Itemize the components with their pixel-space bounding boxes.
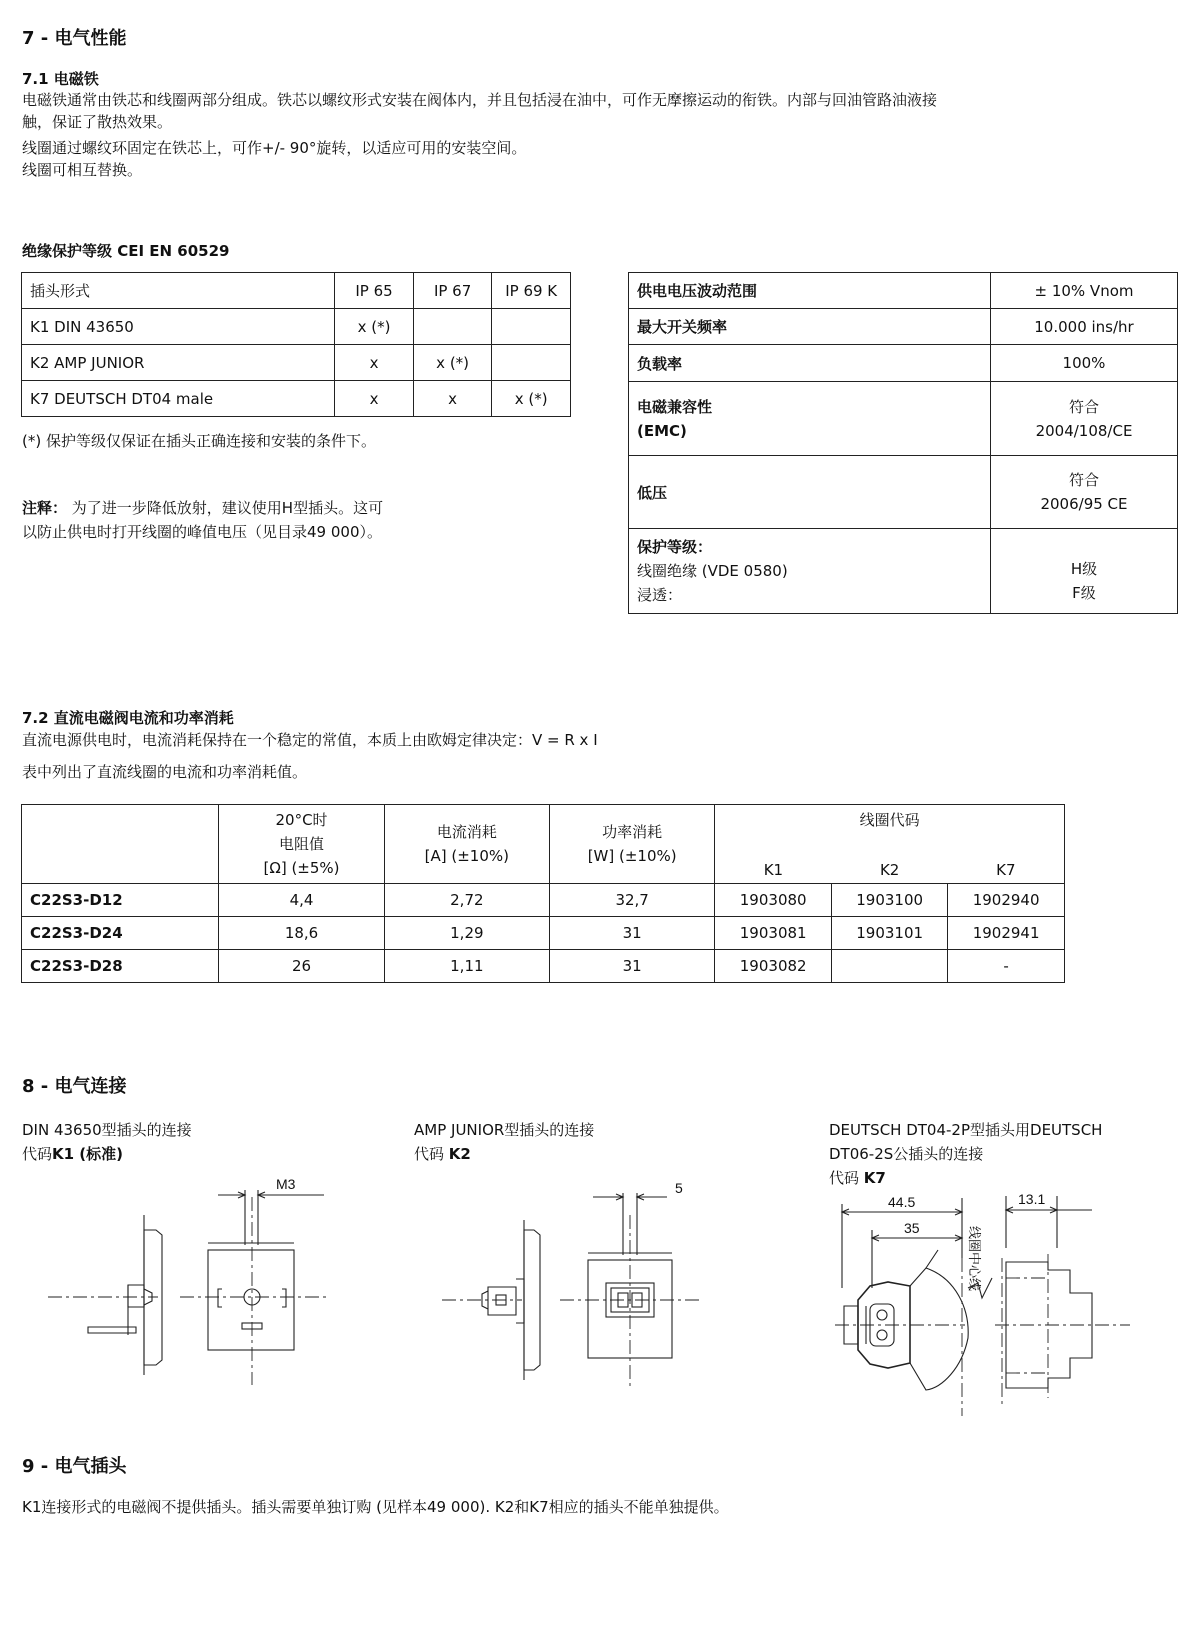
coil-header-resistance xyxy=(219,805,384,884)
k1-caption-line1: DIN 43650型插头的连接 xyxy=(22,1121,192,1139)
spec-label: 浸透： xyxy=(637,586,683,604)
paragraph-7-1-interchange: 线圈可相互替换。 xyxy=(22,161,143,179)
ip-header-plug: 插头形式 xyxy=(22,273,335,309)
spec-table xyxy=(628,272,1178,614)
k1-caption xyxy=(22,1118,192,1166)
table-cell: x (*) xyxy=(492,381,571,417)
spec-label: 负载率 xyxy=(629,345,991,382)
k7-connector-drawing xyxy=(830,1178,1160,1423)
k7-dim-13-1: 13.1 xyxy=(1018,1191,1046,1207)
table-cell xyxy=(832,950,948,983)
table-cell: 1903081 xyxy=(715,917,832,950)
k2-caption-code: K2 xyxy=(448,1145,471,1163)
k2-dim-5: 5 xyxy=(675,1180,683,1196)
table-cell: 1903101 xyxy=(832,917,948,950)
paragraph-7-2-ohm: 直流电源供电时，电流消耗保持在一个稳定的常值，本质上由欧姆定律决定：V = R x I xyxy=(22,731,598,749)
coil-header-empty xyxy=(22,805,219,884)
table-row xyxy=(22,345,571,381)
spec-label: 线圈绝缘 (VDE 0580) xyxy=(637,562,788,580)
paragraph-7-2-table-intro: 表中列出了直流线圈的电流和功率消耗值。 xyxy=(22,763,308,781)
spec-label: 低压 xyxy=(629,456,991,529)
table-cell: 2,72 xyxy=(384,884,549,917)
section-9-paragraph: K1连接形式的电磁阀不提供插头。插头需要单独订购 (见样本49 000). K2和K7相应的插头不能单独提供。 xyxy=(22,1498,729,1516)
table-cell: 1903100 xyxy=(832,884,948,917)
k7-caption-line1: DEUTSCH DT04-2P型插头用DEUTSCH xyxy=(829,1121,1103,1139)
table-row xyxy=(629,529,1178,614)
table-row xyxy=(22,381,571,417)
header-line: 电阻值 xyxy=(279,835,325,853)
spec-value: 2004/108/CE xyxy=(1035,421,1133,440)
table-row xyxy=(629,273,1178,309)
spec-value: 符合 xyxy=(1068,471,1099,489)
spec-label: 最大开关频率 xyxy=(629,309,991,345)
table-cell: 1,29 xyxy=(384,917,549,950)
k7-dim-44-5: 44.5 xyxy=(888,1194,916,1210)
table-cell: 1902941 xyxy=(948,917,1065,950)
header-line: [Ω] (±5%) xyxy=(263,859,340,877)
spec-label: 保护等级： xyxy=(637,538,713,556)
table-cell: 26 xyxy=(219,950,384,983)
table-cell: x xyxy=(413,381,492,417)
k2-connector-drawing xyxy=(430,1175,760,1410)
spec-value: F级 xyxy=(1072,584,1096,602)
ip-header-69k: IP 69 K xyxy=(492,273,571,309)
k2-caption-code-label: 代码 xyxy=(414,1145,449,1163)
spec-label: 电磁兼容性 xyxy=(637,397,713,416)
table-cell: 1903082 xyxy=(715,950,832,983)
header-line: [A] (±10%) xyxy=(424,847,510,865)
k7-dim-centerline-label: 线圈中心线 xyxy=(967,1226,982,1292)
subsection-7-2-title: 7.2 直流电磁阀电流和功率消耗 xyxy=(22,709,234,727)
coil-table-header-row xyxy=(22,805,1065,832)
coil-model: C22S3-D12 xyxy=(22,884,219,917)
table-cell: x (*) xyxy=(413,345,492,381)
spec-label-cell xyxy=(629,382,991,456)
k2-caption-line1: AMP JUNIOR型插头的连接 xyxy=(414,1121,595,1139)
table-cell: K7 DEUTSCH DT04 male xyxy=(22,381,335,417)
k2-caption xyxy=(414,1118,594,1166)
table-cell: 31 xyxy=(550,917,715,950)
table-cell: 1902940 xyxy=(948,884,1065,917)
coil-header-k1: K1 xyxy=(715,832,832,884)
spec-value: H级 xyxy=(1070,560,1098,578)
coil-header-k7: K7 xyxy=(948,832,1065,884)
k1-caption-code: K1 (标准) xyxy=(52,1145,124,1163)
table-cell: - xyxy=(948,950,1065,983)
ip-table-title: 绝缘保护等级 CEI EN 60529 xyxy=(22,242,230,260)
header-line: [W] (±10%) xyxy=(587,847,677,865)
ip-protection-table xyxy=(21,272,571,417)
coil-header-current xyxy=(384,805,549,884)
table-row xyxy=(22,309,571,345)
spec-value-cell xyxy=(991,382,1178,456)
spec-value: 符合 xyxy=(1068,397,1099,416)
spec-value: 2006/95 CE xyxy=(1040,495,1128,513)
ip-header-65: IP 65 xyxy=(335,273,414,309)
table-row xyxy=(629,345,1178,382)
paragraph-7-1-rotation: 线圈通过螺纹环固定在铁芯上，可作+/- 90°旋转，以适应可用的安装空间。 xyxy=(22,139,527,157)
ip-footnote: (*) 保护等级仅保证在插头正确连接和安装的条件下。 xyxy=(22,432,376,450)
k1-caption-code-label: 代码 xyxy=(22,1145,53,1163)
table-row xyxy=(629,456,1178,529)
spec-value: ± 10% Vnom xyxy=(991,273,1178,309)
coil-table xyxy=(21,804,1065,983)
ip-table-header-row xyxy=(22,273,571,309)
note-label: 注释： xyxy=(22,499,68,517)
coil-model: C22S3-D28 xyxy=(22,950,219,983)
table-row xyxy=(22,950,1065,983)
paragraph-7-1-line2: 触，保证了散热效果。 xyxy=(22,113,173,131)
spec-value: 100% xyxy=(991,345,1178,382)
table-cell: 18,6 xyxy=(219,917,384,950)
k1-dim-m3: M3 xyxy=(276,1176,296,1192)
spec-label-cell xyxy=(629,529,991,614)
spec-value: 10.000 ins/hr xyxy=(991,309,1178,345)
header-line: 功率消耗 xyxy=(602,823,663,841)
spec-label: (EMC) xyxy=(637,421,687,440)
table-cell: x xyxy=(335,381,414,417)
ip-header-67: IP 67 xyxy=(413,273,492,309)
note-text-line2: 以防止供电时打开线圈的峰值电压（见目录49 000）。 xyxy=(22,523,382,541)
subsection-7-1-title: 7.1 电磁铁 xyxy=(22,70,99,88)
table-row xyxy=(629,382,1178,456)
note-block xyxy=(22,496,383,544)
table-cell xyxy=(492,345,571,381)
paragraph-7-1-line1: 电磁铁通常由铁芯和线圈两部分组成。铁芯以螺纹形式安装在阀体内，并且包括浸在油中，可作无摩擦运动的衔铁。内部与回油管路油液接 xyxy=(22,91,938,109)
spec-value-cell xyxy=(991,529,1178,614)
table-cell: 1903080 xyxy=(715,884,832,917)
table-row xyxy=(22,884,1065,917)
section-7-title: 7 - 电气性能 xyxy=(22,28,127,49)
table-cell: 1,11 xyxy=(384,950,549,983)
k1-connector-drawing xyxy=(40,1175,380,1405)
table-cell xyxy=(413,309,492,345)
table-cell: x (*) xyxy=(335,309,414,345)
spec-value-cell xyxy=(991,456,1178,529)
table-cell: K1 DIN 43650 xyxy=(22,309,335,345)
header-line: 20°C时 xyxy=(275,811,328,829)
k7-caption-code: K7 xyxy=(863,1169,886,1187)
section-9-title: 9 - 电气插头 xyxy=(22,1456,127,1477)
coil-header-power xyxy=(550,805,715,884)
table-cell: 31 xyxy=(550,950,715,983)
table-cell xyxy=(492,309,571,345)
coil-model: C22S3-D24 xyxy=(22,917,219,950)
coil-header-code: 线圈代码 xyxy=(715,805,1065,832)
k7-caption-code-label: 代码 xyxy=(829,1169,864,1187)
k7-caption-line2: DT06-2S公插头的连接 xyxy=(829,1145,984,1163)
table-cell: 32,7 xyxy=(550,884,715,917)
table-cell: K2 AMP JUNIOR xyxy=(22,345,335,381)
table-cell: x xyxy=(335,345,414,381)
coil-header-k2: K2 xyxy=(832,832,948,884)
note-text-line1: 为了进一步降低放射，建议使用H型插头。这可 xyxy=(67,499,384,517)
spec-label: 供电电压波动范围 xyxy=(629,273,991,309)
table-row xyxy=(629,309,1178,345)
k7-dim-35: 35 xyxy=(904,1220,920,1236)
header-line: 电流消耗 xyxy=(436,823,497,841)
table-row xyxy=(22,917,1065,950)
section-8-title: 8 - 电气连接 xyxy=(22,1076,127,1097)
table-cell: 4,4 xyxy=(219,884,384,917)
